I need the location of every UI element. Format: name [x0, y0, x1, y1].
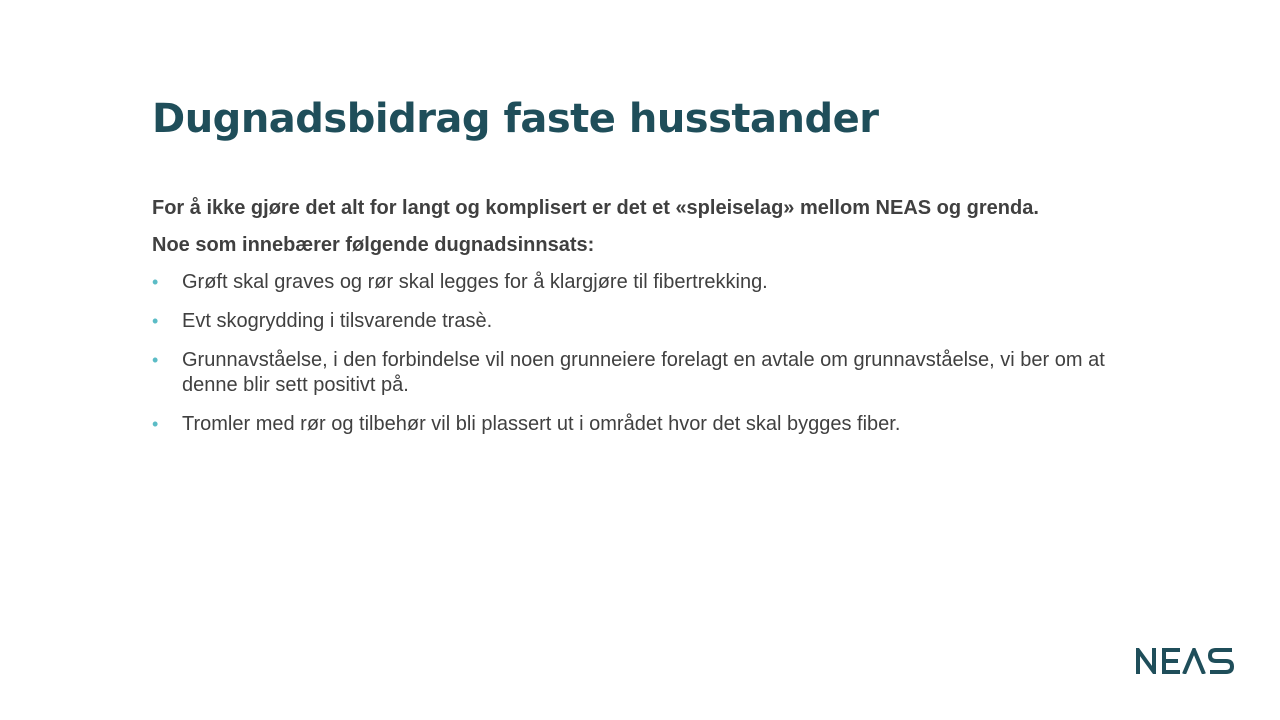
bullet-item-1 [152, 270, 1112, 295]
slide-content [152, 196, 1112, 451]
intro-line-2: Noe som innebærer følgende dugnadsinnsats: [152, 234, 595, 256]
intro-line-1: For å ikke gjøre det alt for langt og komplisert er det et «spleiselag» mellom NEAS og grenda. [152, 197, 1039, 219]
slide-title: Dugnadsbidrag faste husstander [152, 96, 879, 142]
bullet-item-3 [152, 348, 1112, 398]
bullet-text: Tromler med rør og tilbehør vil bli plassert ut i området hvor det skal bygges fiber. [182, 413, 901, 435]
bullet-icon: • [152, 350, 159, 370]
neas-logo [1136, 648, 1234, 674]
bullet-text: Grunnavståelse, i den forbindelse vil noen grunneiere forelagt en avtale om grunnavståelse, vi ber om at denne blir sett positivt på. [182, 349, 1105, 396]
bullet-text: Grøft skal graves og rør skal legges for å klargjøre til fibertrekking. [182, 271, 768, 293]
bullet-text: Evt skogrydding i tilsvarende trasè. [182, 310, 493, 332]
bullet-item-2 [152, 309, 1112, 334]
bullet-list [152, 270, 1112, 437]
bullet-icon: • [152, 272, 159, 292]
bullet-icon: • [152, 414, 159, 434]
bullet-item-4 [152, 412, 1112, 437]
bullet-icon: • [152, 311, 159, 331]
